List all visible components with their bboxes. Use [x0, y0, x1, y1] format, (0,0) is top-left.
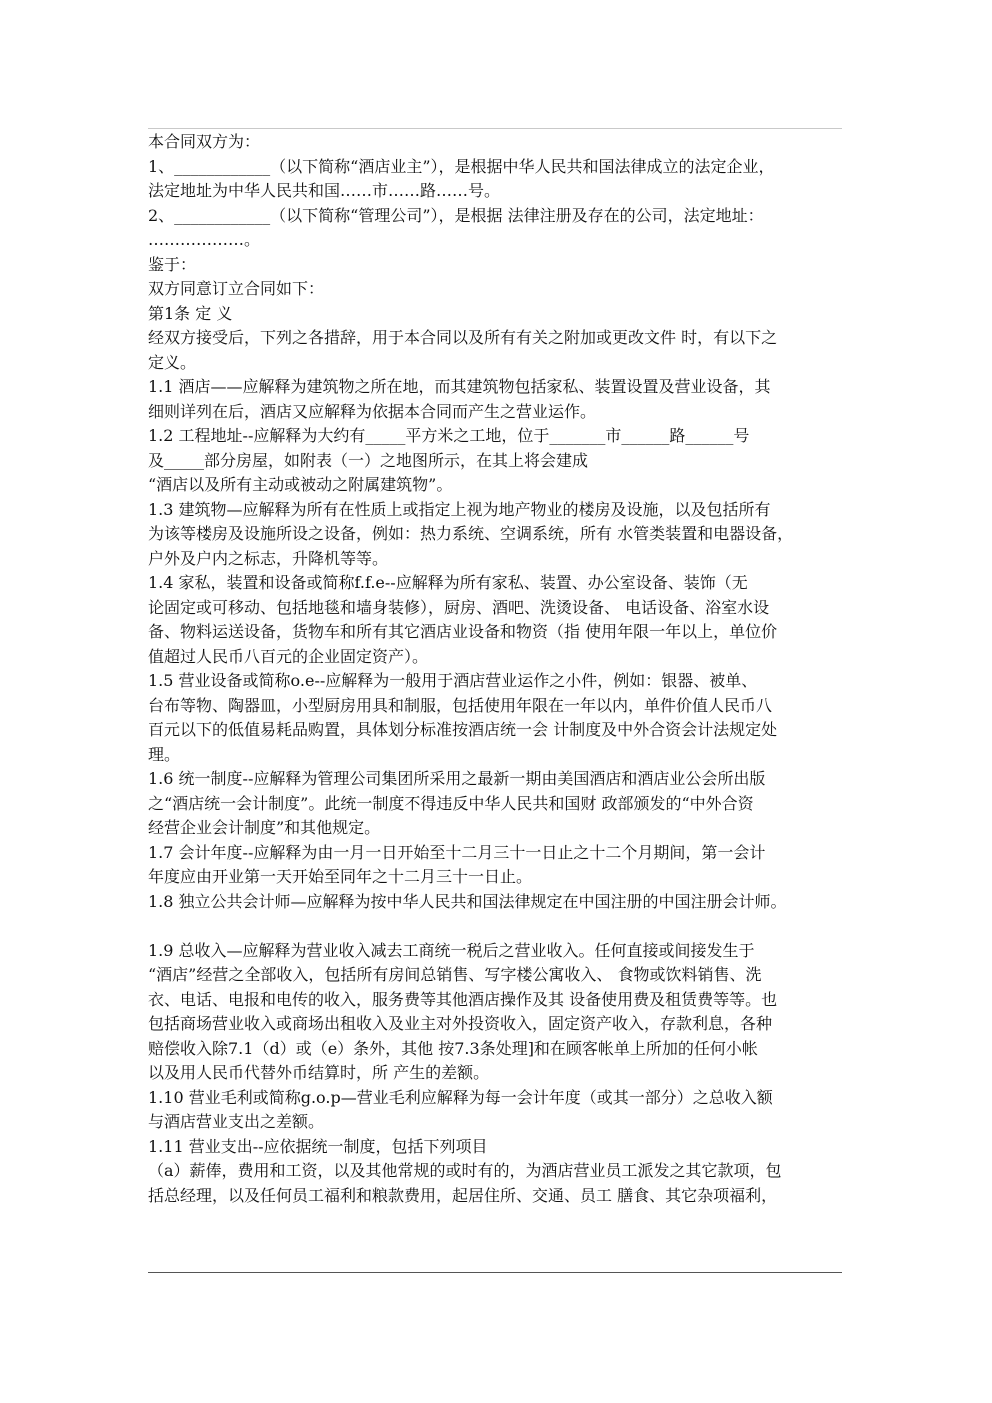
text-line: 括总经理，以及任何员工福利和粮款费用，起居住所、交通、员工 膳食、其它杂项福利，: [148, 1185, 778, 1205]
text-line: 1.8 独立公共会计师—应解释为按中华人民共和国法律规定在中国注册的中国注册会计师。: [148, 891, 787, 911]
text-line: 备、物料运送设备，货物车和所有其它酒店业设备和物资（指 使用年限一年以上，单位价: [148, 622, 778, 641]
text-line: 经双方接受后，下列之各措辞，用于本合同以及所有有关之附加或更改文件 时，有以下之: [148, 328, 778, 347]
text-line: 与酒店营业支出之差额。: [148, 1112, 325, 1131]
text-line: 鉴于：: [148, 254, 197, 274]
text-line: 1.1 酒店——应解释为建筑物之所在地，而其建筑物包括家私、装置设置及营业设备，其: [148, 377, 771, 396]
text-line: 理。: [148, 744, 181, 764]
text-line: 之“酒店统一会计制度”。此统一制度不得违反中华人民共和国财 政部颁发的“中外合资: [148, 793, 754, 813]
top-divider: [148, 128, 842, 129]
text-line: 1.7 会计年度--应解释为由一月一日开始至十二月三十一日止之十二个月期间，第一会计: [148, 842, 766, 862]
contract-body: [148, 130, 844, 1208]
text-line: 经营企业会计制度”和其他规定。: [148, 818, 381, 837]
text-line: 法定地址为中华人民共和国……市……路……号。: [148, 181, 501, 200]
text-line: 1.3 建筑物—应解释为所有在性质上或指定上视为地产物业的楼房及设施，以及包括所有: [148, 499, 771, 519]
text-line: 1.11 营业支出--应依据统一制度，包括下列项目: [148, 1136, 488, 1156]
text-line: 1.2 工程地址--应解释为大约有_____平方米之工地，位于_______市______路______号: [148, 426, 750, 445]
text-line: 衣、电话、电报和电传的收入，服务费等其他酒店操作及其 设备使用费及租赁费等等。也: [148, 989, 778, 1009]
text-line: “酒店以及所有主动或被动之附属建筑物”。: [148, 475, 453, 494]
text-line: 细则详列在后，酒店又应解释为依据本合同而产生之营业运作。: [148, 401, 597, 421]
text-line: 本合同双方为：: [148, 132, 261, 151]
text-line: 1.6 统一制度--应解释为管理公司集团所采用之最新一期由美国酒店和酒店业公会所出版: [148, 769, 766, 788]
text-line: 以及用人民币代替外币结算时，所 产生的差额。: [148, 1063, 490, 1082]
text-line: 百元以下的低值易耗品购置，具体划分标准按酒店统一会 计制度及中外合资会计法规定处: [148, 720, 778, 739]
text-line: “酒店”经营之全部收入，包括所有房间总销售、写字楼公寓收入、 食物或饮料销售、洗: [148, 965, 762, 984]
text-line: （a）薪俸，费用和工资，以及其他常规的或时有的，为酒店营业员工派发之其它款项，包: [148, 1161, 782, 1180]
text-line: 户外及户内之标志，升降机等等。: [148, 548, 389, 568]
text-line: 定义。: [148, 352, 197, 372]
text-line: 论固定或可移动、包括地毯和墙身装修），厨房、酒吧、洗烫设备、 电话设备、浴室水设: [148, 597, 770, 617]
text-line: 台布等物、陶器皿，小型厨房用具和制服，包括使用年限在一年以内，单件价值人民币八: [148, 695, 773, 715]
text-line: 包括商场营业收入或商场出租收入及业主对外投资收入，固定资产收入，存款利息，各种: [148, 1014, 773, 1033]
text-line: 1.9 总收入—应解释为营业收入减去工商统一税后之营业收入。任何直接或间接发生于: [148, 940, 755, 960]
text-line: 及_____部分房屋，如附表（一）之地图所示，在其上将会建成: [148, 450, 589, 470]
text-line: ………………。: [148, 230, 261, 249]
text-line: 年度应由开业第一天开始至同年之十二月三十一日止。: [148, 867, 533, 886]
text-line: 1.4 家私，装置和设备或简称f.f.e--应解释为所有家私、装置、办公室设备、装饰（无: [148, 573, 748, 592]
text-line: 双方同意订立合同如下：: [148, 279, 325, 298]
text-line: 为该等楼房及设施所设之设备，例如：热力系统、空调系统，所有 水管类装置和电器设备，: [148, 524, 794, 543]
text-line: 1.10 营业毛利或简称g.o.p—营业毛利应解释为每一会计年度（或其一部分）之总收入额: [148, 1087, 773, 1107]
text-line: 1、____________（以下简称“酒店业主”），是根据中华人民共和国法律成立的法定企业，: [148, 156, 775, 176]
blank-line: [148, 914, 844, 939]
text-line: 2、____________（以下简称“管理公司”），是根据 法律注册及存在的公司，法定地址：: [148, 205, 764, 225]
text-line: 赔偿收入除7.1（d）或（e）条外，其他 按7.3条处理]和在顾客帐单上所加的任何小帐: [148, 1038, 758, 1058]
section-heading: 第1条 定 义: [148, 303, 233, 323]
bottom-divider: [148, 1272, 842, 1273]
text-line: 值超过人民币八百元的企业固定资产）。: [148, 646, 429, 666]
text-line: 1.5 营业设备或简称o.e--应解释为一般用于酒店营业运作之小件，例如：银器、被单、: [148, 671, 758, 690]
